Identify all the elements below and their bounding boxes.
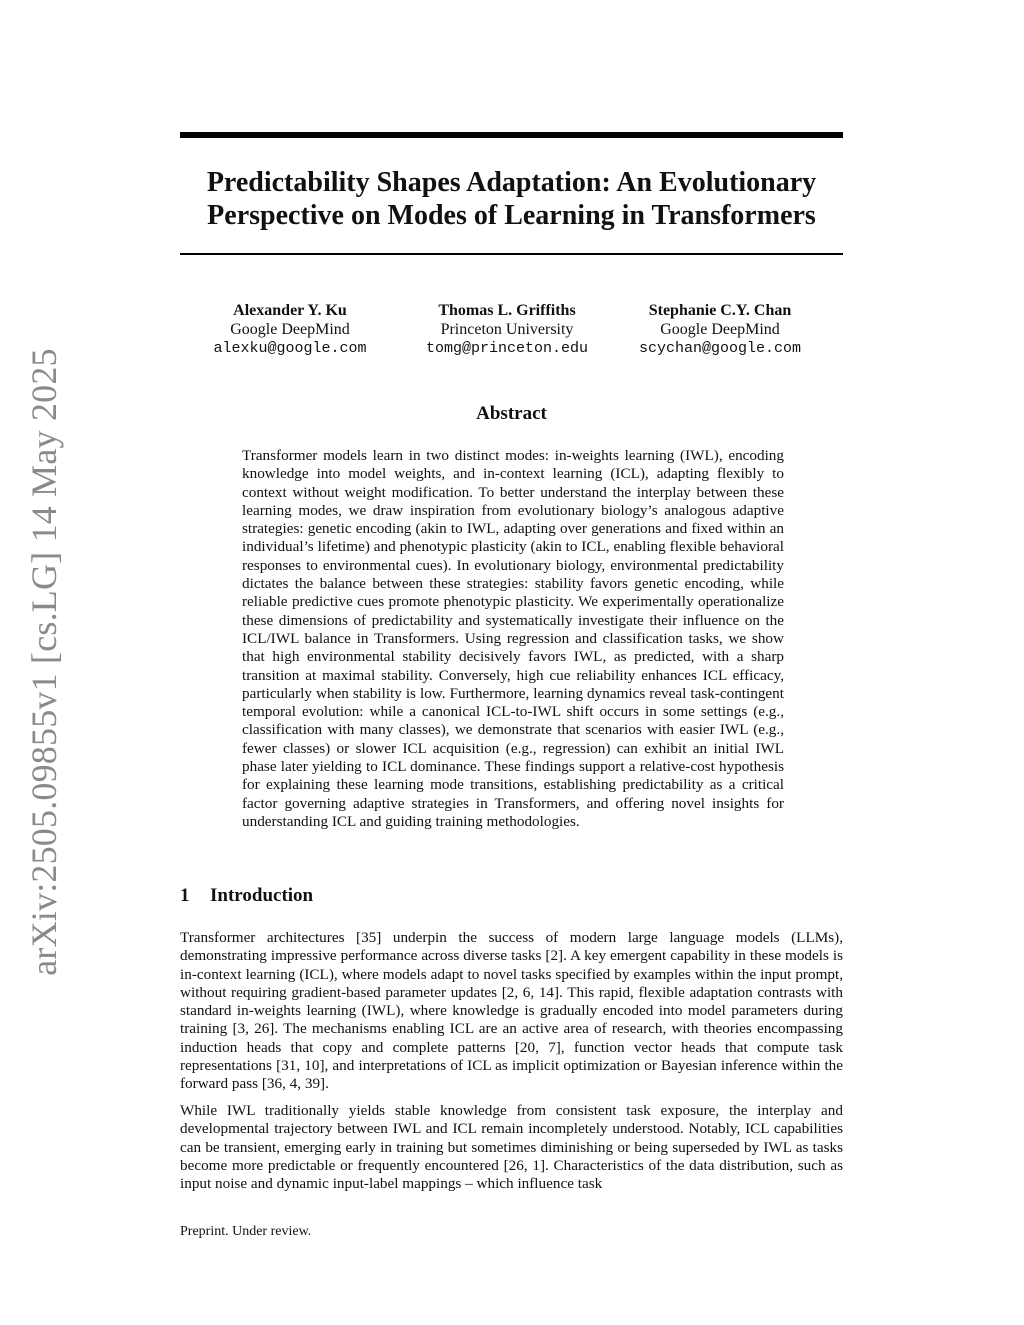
section-number: 1 — [180, 885, 190, 906]
author-email: scychan@google.com — [638, 340, 802, 357]
footer-note: Preprint. Under review. — [180, 1224, 312, 1239]
author-email: alexku@google.com — [213, 340, 367, 357]
author-2 — [397, 301, 617, 358]
abstract-heading: Abstract — [476, 403, 547, 424]
author-affiliation: Google DeepMind — [230, 321, 350, 338]
arxiv-identifier: arXiv:2505.09855v1 [cs.LG] 14 May 2025 — [24, 348, 64, 976]
author-1 — [180, 301, 400, 358]
author-name: Stephanie C.Y. Chan — [648, 302, 792, 319]
author-name: Alexander Y. Ku — [233, 302, 347, 319]
body-paragraph: Transformer architectures [35] underpin the success of modern large language models (LLMs), demonstrating impressive performance across diverse tasks [2]. A key emergent capability in these models is in-context learning (ICL), where models adapt to novel tasks specified by examples within the input prompt, without requiring gradient-based parameter updates [2, 6, 14]. This rapid, flexible adaptation contrasts with standard in-weights learning (IWL), where knowledge is gradually encoded into model parameters during training [3, 26]. The mechanisms enabling ICL are an active area of research, with theories encompassing induction heads that copy and complete patterns [20, 7], function vector heads that compute task representations [31, 10], and interpretations of ICL as implicit optimization or Bayesian inference within the forward pass [36, 4, 39]. — [180, 929, 843, 1093]
section-heading — [180, 885, 843, 907]
author-3 — [610, 301, 830, 358]
abstract-text: Transformer models learn in two distinct modes: in-weights learning (IWL), encoding knowledge into model weights, and in-context learning (ICL), adapting flexibly to context without weight modification. To better understand the interplay between these learning modes, we draw inspiration from evolutionary biology’s analogous adaptive strategies: genetic encoding (akin to IWL, adapting over generations and fixed within an individual’s lifetime) and phenotypic plasticity (akin to ICL, enabling flexible behavioral responses to environmental cues). In evolutionary biology, environmental predictability dictates the balance between these strategies: stability favors genetic encoding, while reliable predictive cues promote phenotypic plasticity. We experimentally operationalize these dimensions of predictability and systematically investigate their influence on the ICL/IWL balance in Transformers. Using regression and classification tasks, we show that high environmental stability decisively favors IWL, as predicted, with a sharp transition at maximal stability. Conversely, high cue reliability enhances ICL efficacy, particularly when stability is low. Furthermore, learning dynamics reveal task-contingent temporal evolution: while a canonical ICL-to-IWL shift occurs in some settings (e.g., classification with many classes), we demonstrate that scenarios with easier IWL (e.g., fewer classes) or slower ICL acquisition (e.g., regression) can exhibit an initial IWL phase later yielding to ICL dominance. These findings support a relative-cost hypothesis for explaining these learning mode transitions, establishing predictability as a critical factor governing adaptive strategies in Transformers, and offering novel insights for understanding ICL and guiding training methodologies. — [242, 447, 784, 830]
author-affiliation: Princeton University — [440, 321, 574, 338]
title-top-rule — [180, 132, 843, 138]
title-bottom-rule — [180, 253, 843, 255]
section-title: Introduction — [210, 885, 314, 906]
author-email: tomg@princeton.edu — [425, 340, 589, 357]
body-paragraph: While IWL traditionally yields stable knowledge from consistent task exposure, the interplay and developmental trajectory between IWL and ICL remain incompletely understood. Notably, ICL capabilities can be transient, emerging early in training but sometimes diminishing or being superseded by IWL as tasks become more predictable or frequently encountered [26, 1]. Characteristics of the data distribution, such as input noise and dynamic input-label mappings – which influence task — [180, 1102, 843, 1193]
paper-title: Predictability Shapes Adaptation: An Evolutionary Perspective on Modes of Learning in Transformers — [206, 167, 817, 231]
author-affiliation: Google DeepMind — [660, 321, 780, 338]
author-block — [180, 301, 843, 361]
author-name: Thomas L. Griffiths — [438, 302, 576, 319]
